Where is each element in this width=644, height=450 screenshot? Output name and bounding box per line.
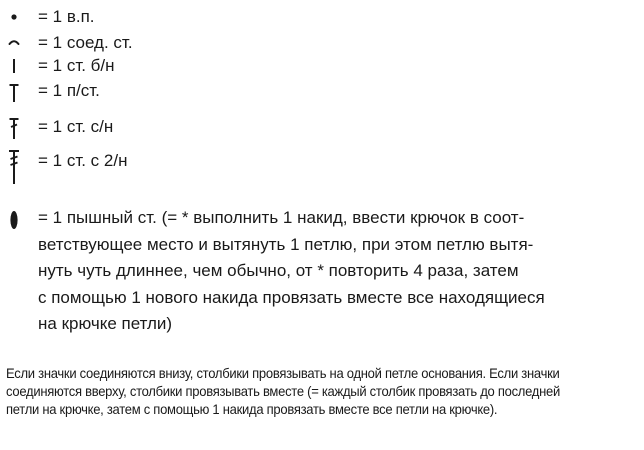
- puff-text-line: на крючке петли): [38, 314, 173, 333]
- puff-text-line: с помощью 1 нового накида провязать вместе все находящиеся: [38, 287, 545, 307]
- footnote-line: соединяются вверху, столбики провязывать вместе (= каждый столбик провязать до последней: [6, 383, 560, 399]
- puff-text-line: ветствующее место и вытянуть 1 петлю, при этом петлю вытя-: [38, 234, 534, 254]
- half-double-crochet-icon: [6, 78, 30, 108]
- puff-text-line: = 1 пышный ст. (= * выполнить 1 накид, ввести крючок в соот-: [38, 208, 525, 227]
- legend-text: = 1 ст. с/н: [38, 117, 114, 136]
- double-crochet-icon: [6, 112, 30, 142]
- puff-text-line: нуть чуть длиннее, чем обычно, от * повторить 4 раза, затем: [38, 261, 519, 280]
- legend-text: = 1 в.п.: [38, 7, 95, 26]
- legend-text: = 1 п/ст.: [38, 81, 100, 100]
- treble-crochet-icon: [6, 146, 30, 188]
- legend-text: = 1 ст. с 2/н: [38, 151, 128, 170]
- footnote-line: петли на крючке, затем с помощью 1 накида провязать вместе все петли на крючке).: [6, 401, 498, 417]
- footnote-line: Если значки соединяются внизу, столбики провязывать на одной петле основания. Если значки: [6, 365, 560, 381]
- footnote: [6, 364, 592, 418]
- puff-stitch-description: [38, 205, 638, 338]
- puff-stitch-oval-icon: [6, 207, 30, 237]
- legend-text: = 1 ст. б/н: [38, 56, 115, 75]
- legend-text: = 1 соед. ст.: [38, 33, 133, 52]
